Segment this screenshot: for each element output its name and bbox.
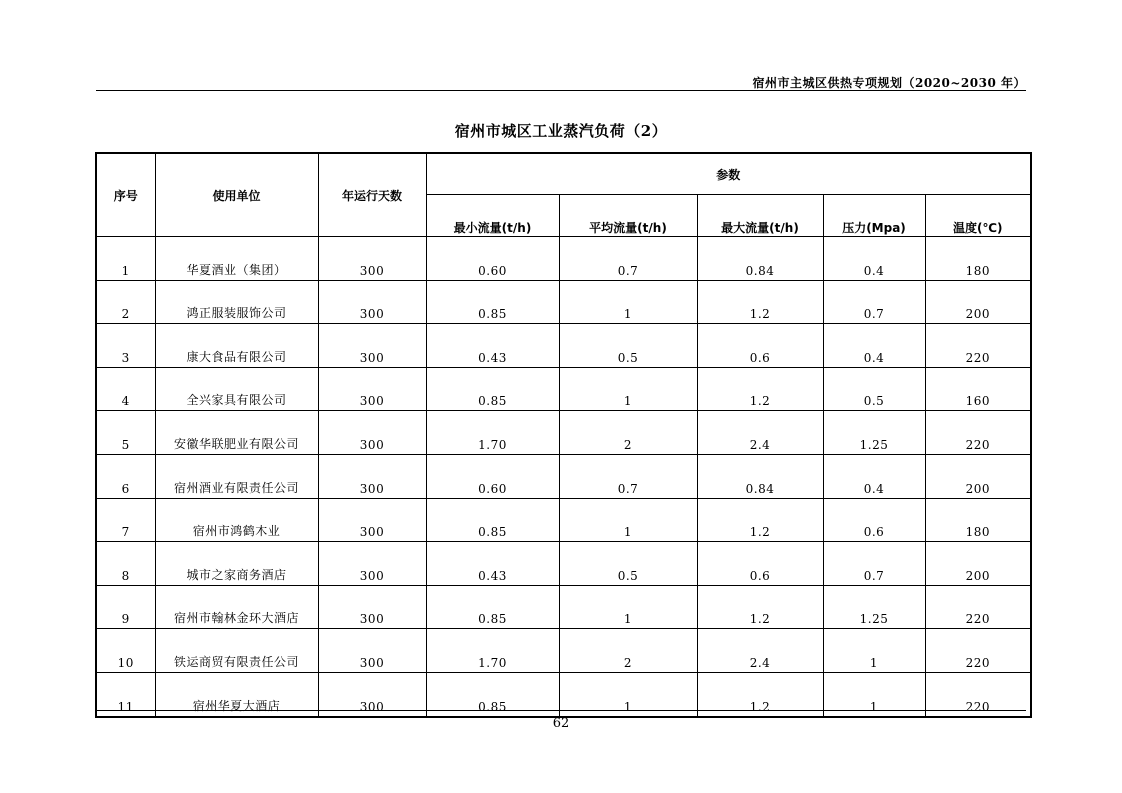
cell-avg-flow: 1 — [559, 672, 697, 716]
cell-min-flow: 0.85 — [426, 280, 559, 324]
cell-avg-flow: 1 — [559, 498, 697, 542]
cell-max-flow: 1.2 — [697, 585, 823, 629]
header-temperature: 温度(℃) — [925, 195, 1031, 237]
cell-index: 7 — [96, 498, 155, 542]
table-row — [96, 585, 1031, 629]
cell-days: 300 — [318, 629, 426, 673]
cell-index: 6 — [96, 454, 155, 498]
cell-avg-flow: 0.5 — [559, 542, 697, 586]
cell-unit: 宿州市翰林金环大酒店 — [155, 585, 318, 629]
cell-index: 1 — [96, 237, 155, 281]
cell-temperature: 220 — [925, 324, 1031, 368]
cell-days: 300 — [318, 585, 426, 629]
cell-min-flow: 0.85 — [426, 585, 559, 629]
table-row — [96, 454, 1031, 498]
cell-min-flow: 0.43 — [426, 542, 559, 586]
cell-unit: 康大食品有限公司 — [155, 324, 318, 368]
cell-index: 9 — [96, 585, 155, 629]
page-number: 62 — [552, 716, 570, 731]
header-params: 参数 — [426, 153, 1031, 195]
cell-days: 300 — [318, 367, 426, 411]
cell-unit: 宿州酒业有限责任公司 — [155, 454, 318, 498]
cell-days: 300 — [318, 324, 426, 368]
cell-avg-flow: 0.7 — [559, 237, 697, 281]
cell-avg-flow: 1 — [559, 585, 697, 629]
cell-days: 300 — [318, 280, 426, 324]
cell-pressure: 0.7 — [823, 280, 925, 324]
cell-min-flow: 0.85 — [426, 672, 559, 716]
cell-days: 300 — [318, 672, 426, 716]
cell-index: 3 — [96, 324, 155, 368]
cell-pressure: 1.25 — [823, 411, 925, 455]
cell-days: 300 — [318, 498, 426, 542]
cell-temperature: 200 — [925, 280, 1031, 324]
table-row — [96, 367, 1031, 411]
cell-unit: 全兴家具有限公司 — [155, 367, 318, 411]
cell-avg-flow: 0.7 — [559, 454, 697, 498]
table-row — [96, 542, 1031, 586]
cell-unit: 铁运商贸有限责任公司 — [155, 629, 318, 673]
cell-avg-flow: 1 — [559, 367, 697, 411]
cell-pressure: 0.4 — [823, 324, 925, 368]
header-divider — [96, 90, 1026, 91]
cell-temperature: 220 — [925, 411, 1031, 455]
header-max-flow: 最大流量(t/h) — [697, 195, 823, 237]
cell-index: 10 — [96, 629, 155, 673]
cell-avg-flow: 1 — [559, 280, 697, 324]
cell-pressure: 1 — [823, 672, 925, 716]
header-min-flow: 最小流量(t/h) — [426, 195, 559, 237]
cell-min-flow: 0.60 — [426, 454, 559, 498]
header-index: 序号 — [96, 153, 155, 237]
steam-load-table — [95, 152, 1032, 718]
document-header-title: 宿州市主城区供热专项规划（2020~2030 年） — [752, 76, 1026, 90]
cell-avg-flow: 0.5 — [559, 324, 697, 368]
cell-unit: 安徽华联肥业有限公司 — [155, 411, 318, 455]
cell-max-flow: 0.6 — [697, 324, 823, 368]
cell-temperature: 200 — [925, 542, 1031, 586]
cell-pressure: 0.7 — [823, 542, 925, 586]
cell-temperature: 220 — [925, 629, 1031, 673]
table-title: 宿州市城区工业蒸汽负荷（2） — [454, 122, 668, 140]
cell-pressure: 1 — [823, 629, 925, 673]
cell-max-flow: 0.84 — [697, 237, 823, 281]
cell-index: 2 — [96, 280, 155, 324]
cell-days: 300 — [318, 237, 426, 281]
cell-index: 4 — [96, 367, 155, 411]
cell-unit: 宿州华夏大酒店 — [155, 672, 318, 716]
header-pressure: 压力(Mpa) — [823, 195, 925, 237]
table-row — [96, 498, 1031, 542]
cell-pressure: 0.5 — [823, 367, 925, 411]
cell-max-flow: 1.2 — [697, 498, 823, 542]
cell-unit: 宿州市鸿鹤木业 — [155, 498, 318, 542]
header-avg-flow: 平均流量(t/h) — [559, 195, 697, 237]
cell-min-flow: 0.85 — [426, 498, 559, 542]
cell-pressure: 0.4 — [823, 454, 925, 498]
cell-days: 300 — [318, 542, 426, 586]
cell-min-flow: 1.70 — [426, 411, 559, 455]
cell-temperature: 180 — [925, 237, 1031, 281]
table-row — [96, 411, 1031, 455]
cell-min-flow: 0.60 — [426, 237, 559, 281]
cell-max-flow: 1.2 — [697, 280, 823, 324]
cell-pressure: 1.25 — [823, 585, 925, 629]
table-row — [96, 237, 1031, 281]
cell-temperature: 200 — [925, 454, 1031, 498]
footer-divider — [96, 710, 1026, 711]
table-row — [96, 280, 1031, 324]
cell-days: 300 — [318, 411, 426, 455]
cell-unit: 华夏酒业（集团） — [155, 237, 318, 281]
cell-temperature: 180 — [925, 498, 1031, 542]
cell-unit: 鸿正服装服饰公司 — [155, 280, 318, 324]
cell-temperature: 220 — [925, 672, 1031, 716]
cell-min-flow: 0.43 — [426, 324, 559, 368]
cell-unit: 城市之家商务酒店 — [155, 542, 318, 586]
cell-index: 5 — [96, 411, 155, 455]
cell-min-flow: 0.85 — [426, 367, 559, 411]
cell-max-flow: 2.4 — [697, 411, 823, 455]
cell-pressure: 0.6 — [823, 498, 925, 542]
cell-avg-flow: 2 — [559, 629, 697, 673]
cell-temperature: 160 — [925, 367, 1031, 411]
cell-pressure: 0.4 — [823, 237, 925, 281]
cell-index: 11 — [96, 672, 155, 716]
cell-days: 300 — [318, 454, 426, 498]
cell-min-flow: 1.70 — [426, 629, 559, 673]
cell-index: 8 — [96, 542, 155, 586]
cell-max-flow: 1.2 — [697, 367, 823, 411]
table-row — [96, 324, 1031, 368]
cell-max-flow: 0.84 — [697, 454, 823, 498]
cell-avg-flow: 2 — [559, 411, 697, 455]
cell-max-flow: 1.2 — [697, 672, 823, 716]
cell-temperature: 220 — [925, 585, 1031, 629]
table-row — [96, 629, 1031, 673]
cell-max-flow: 2.4 — [697, 629, 823, 673]
header-days: 年运行天数 — [318, 153, 426, 237]
header-unit: 使用单位 — [155, 153, 318, 237]
cell-max-flow: 0.6 — [697, 542, 823, 586]
